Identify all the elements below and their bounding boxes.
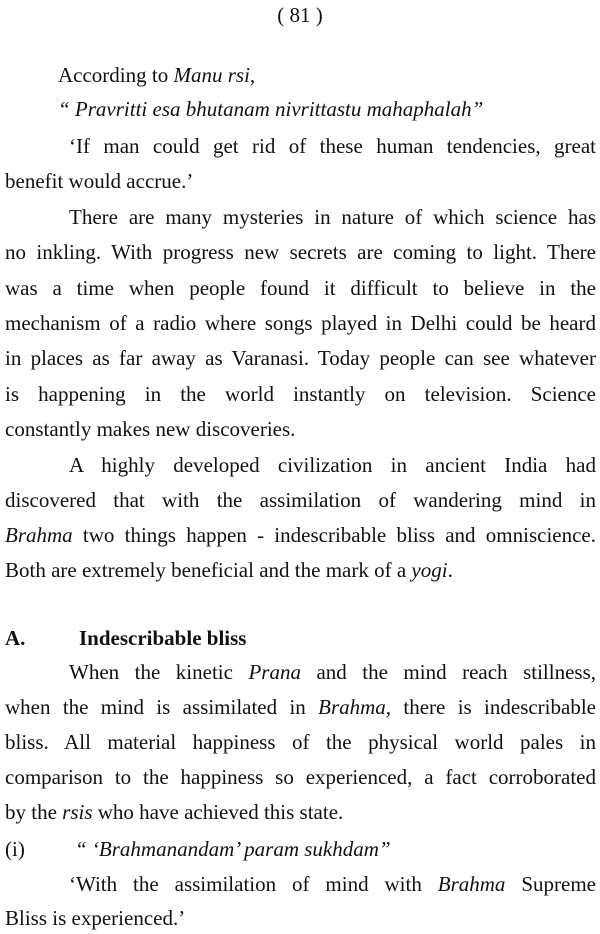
list-item: (i) “ ‘Brahmanandam’ param sukhdam” xyxy=(5,837,391,861)
section-heading xyxy=(0,625,600,651)
text-line: When the kinetic Prana and the mind reach stillness, xyxy=(69,660,596,684)
quote-line: “ Pravritti esa bhutanam nivrittastu mahaphalah” xyxy=(58,97,484,121)
text-line: benefit would accrue.’ xyxy=(5,169,194,193)
text-line: in places as far away as Varanasi. Today people can see whatever xyxy=(5,346,596,370)
text-line: bliss. All material happiness of the physical world pales in xyxy=(5,730,596,754)
page-number: ( 81 ) xyxy=(277,3,323,27)
text-line: by the rsis who have achieved this state. xyxy=(5,800,344,824)
text-line: ‘If man could get rid of these human tendencies, great xyxy=(69,134,596,158)
text-line: A highly developed civilization in ancient India had xyxy=(69,453,596,477)
text-line: According to Manu rsi, xyxy=(58,63,256,87)
text-line: constantly makes new discoveries. xyxy=(5,417,296,441)
text-line: Brahma two things happen - indescribable bliss and omniscience. xyxy=(5,523,596,547)
text-line: Both are extremely beneficial and the mark of a yogi. xyxy=(5,558,453,582)
text-line: discovered that with the assimilation of wandering mind in xyxy=(5,488,596,512)
section-title: Indescribable bliss xyxy=(79,626,247,650)
text-line: There are many mysteries in nature of which science has xyxy=(69,205,596,229)
text-line: ‘With the assimilation of mind with Brahma Supreme xyxy=(69,872,596,896)
text-line: was a time when people found it difficult to believe in the xyxy=(5,276,596,300)
text-line: Bliss is experienced.’ xyxy=(5,906,186,930)
text-line: comparison to the happiness so experienced, a fact corroborated xyxy=(5,765,596,789)
section-label: A. xyxy=(5,626,26,650)
text-line: mechanism of a radio where songs played in Delhi could be heard xyxy=(5,311,596,335)
text-line: no inkling. With progress new secrets are coming to light. There xyxy=(5,240,596,264)
text-line: when the mind is assimilated in Brahma, there is indescribable xyxy=(5,695,596,719)
text-line: is happening in the world instantly on television. Science xyxy=(5,382,596,406)
